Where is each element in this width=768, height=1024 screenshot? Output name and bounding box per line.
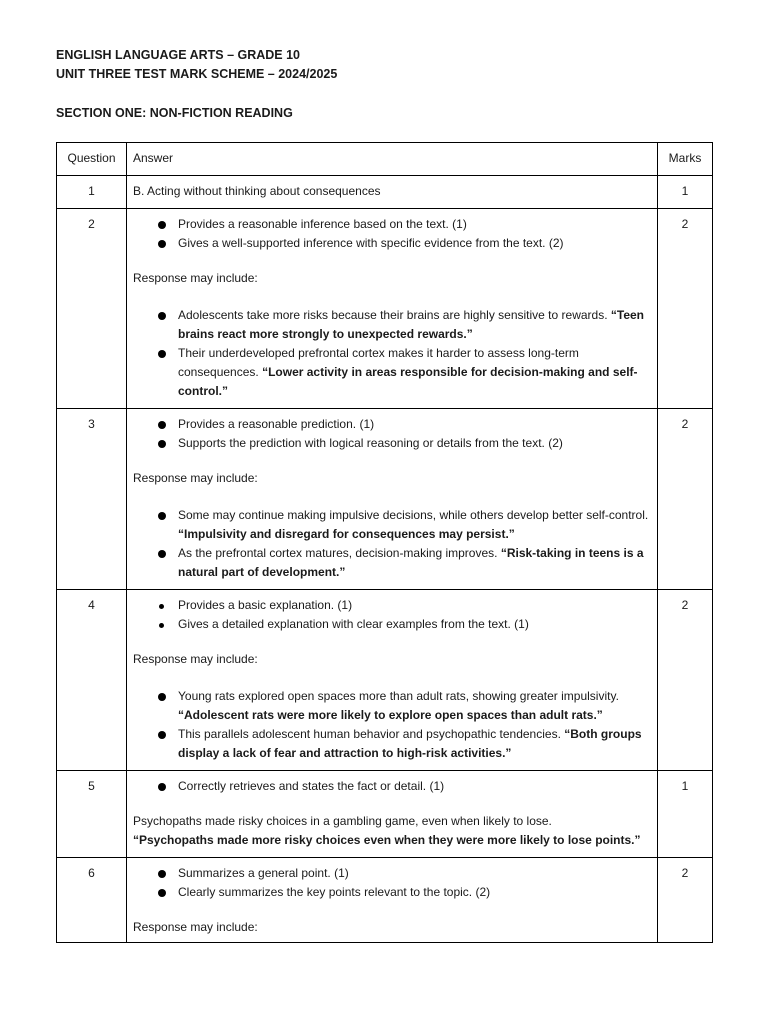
marks-column-header: Marks: [658, 143, 713, 176]
response-text: This parallels adolescent human behavior and psychopathic tendencies.: [178, 727, 561, 741]
marks-value: 2: [658, 590, 713, 771]
table-row: [57, 590, 713, 771]
criteria-item: Clearly summarizes the key points relevant to the topic. (2): [133, 883, 651, 902]
response-paragraph: [133, 812, 651, 850]
criteria-list: [133, 415, 651, 453]
response-item: [133, 344, 651, 401]
criteria-item: Gives a well-supported inference with specific evidence from the text. (2): [133, 234, 651, 253]
response-quote: “Impulsivity and disregard for consequences may persist.”: [178, 527, 515, 541]
answer-cell: B. Acting without thinking about consequences: [127, 176, 658, 209]
document-header: [56, 46, 337, 84]
criteria-item: Provides a reasonable prediction. (1): [133, 415, 651, 434]
response-list: [133, 306, 651, 401]
criteria-list: [133, 596, 651, 634]
question-number: 6: [57, 858, 127, 943]
answer-cell: [127, 409, 658, 590]
response-text: Psychopaths made risky choices in a gambling game, even when likely to lose.: [133, 814, 552, 828]
response-text: Their underdeveloped prefrontal cortex makes it harder to assess long-term consequences.: [178, 346, 579, 379]
marks-value: 2: [658, 858, 713, 943]
response-item: [133, 506, 651, 544]
question-number: 4: [57, 590, 127, 771]
response-list: [133, 506, 651, 582]
criteria-list: [133, 864, 651, 902]
marks-value: 1: [658, 771, 713, 858]
table-row: [57, 858, 713, 943]
mark-scheme-table: [56, 142, 713, 943]
response-item: [133, 687, 651, 725]
table-header-row: [57, 143, 713, 176]
response-quote: “Lower activity in areas responsible for decision-making and self-control.”: [178, 365, 638, 398]
question-number: 2: [57, 209, 127, 409]
response-text: Some may continue making impulsive decisions, while others develop better self-control.: [178, 508, 649, 522]
response-quote: “Psychopaths made more risky choices even when they were more likely to lose points.”: [133, 833, 641, 847]
header-title: UNIT THREE TEST MARK SCHEME – 2024/2025: [56, 67, 338, 81]
response-item: [133, 725, 651, 763]
table-row: [57, 409, 713, 590]
response-text: As the prefrontal cortex matures, decision-making improves.: [178, 546, 498, 560]
section-title: SECTION ONE: NON-FICTION READING: [56, 106, 293, 120]
marks-value: 1: [658, 176, 713, 209]
response-lead: Response may include:: [133, 271, 258, 285]
marks-value: 2: [658, 409, 713, 590]
question-number: 1: [57, 176, 127, 209]
criteria-item: Supports the prediction with logical reasoning or details from the text. (2): [133, 434, 651, 453]
response-quote: “Risk-taking in teens is a natural part of development.”: [178, 546, 644, 579]
answer-cell: [127, 771, 658, 858]
response-text: Young rats explored open spaces more than adult rats, showing greater impulsivity.: [178, 689, 619, 703]
response-item: [133, 544, 651, 582]
question-number: 3: [57, 409, 127, 590]
marks-value: 2: [658, 209, 713, 409]
response-quote: “Both groups display a lack of fear and attraction to high-risk activities.”: [178, 727, 642, 760]
response-lead: Response may include:: [133, 471, 258, 485]
response-quote: “Adolescent rats were more likely to explore open spaces than adult rats.”: [178, 708, 603, 722]
table-row: [57, 209, 713, 409]
criteria-item: Gives a detailed explanation with clear examples from the text. (1): [133, 615, 651, 634]
response-lead: Response may include:: [133, 920, 258, 934]
header-subject: ENGLISH LANGUAGE ARTS – GRADE 10: [56, 48, 301, 62]
response-text: Adolescents take more risks because their brains are highly sensitive to rewards.: [178, 308, 608, 322]
answer-cell: [127, 209, 658, 409]
response-item: [133, 306, 651, 344]
table-row: [57, 771, 713, 858]
criteria-item: Provides a basic explanation. (1): [133, 596, 651, 615]
criteria-item: Provides a reasonable inference based on the text. (1): [133, 215, 651, 234]
criteria-list: [133, 215, 651, 253]
table-row: [57, 176, 713, 209]
response-quote: “Teen brains react more strongly to unexpected rewards.”: [178, 308, 645, 341]
answer-column-header: Answer: [127, 143, 658, 176]
criteria-item: Summarizes a general point. (1): [133, 864, 651, 883]
answer-cell: [127, 858, 658, 943]
answer-cell: [127, 590, 658, 771]
criteria-list: [133, 777, 651, 796]
question-column-header: Question: [57, 143, 127, 176]
criteria-item: Correctly retrieves and states the fact or detail. (1): [133, 777, 651, 796]
response-list: [133, 687, 651, 763]
question-number: 5: [57, 771, 127, 858]
response-lead: Response may include:: [133, 652, 258, 666]
